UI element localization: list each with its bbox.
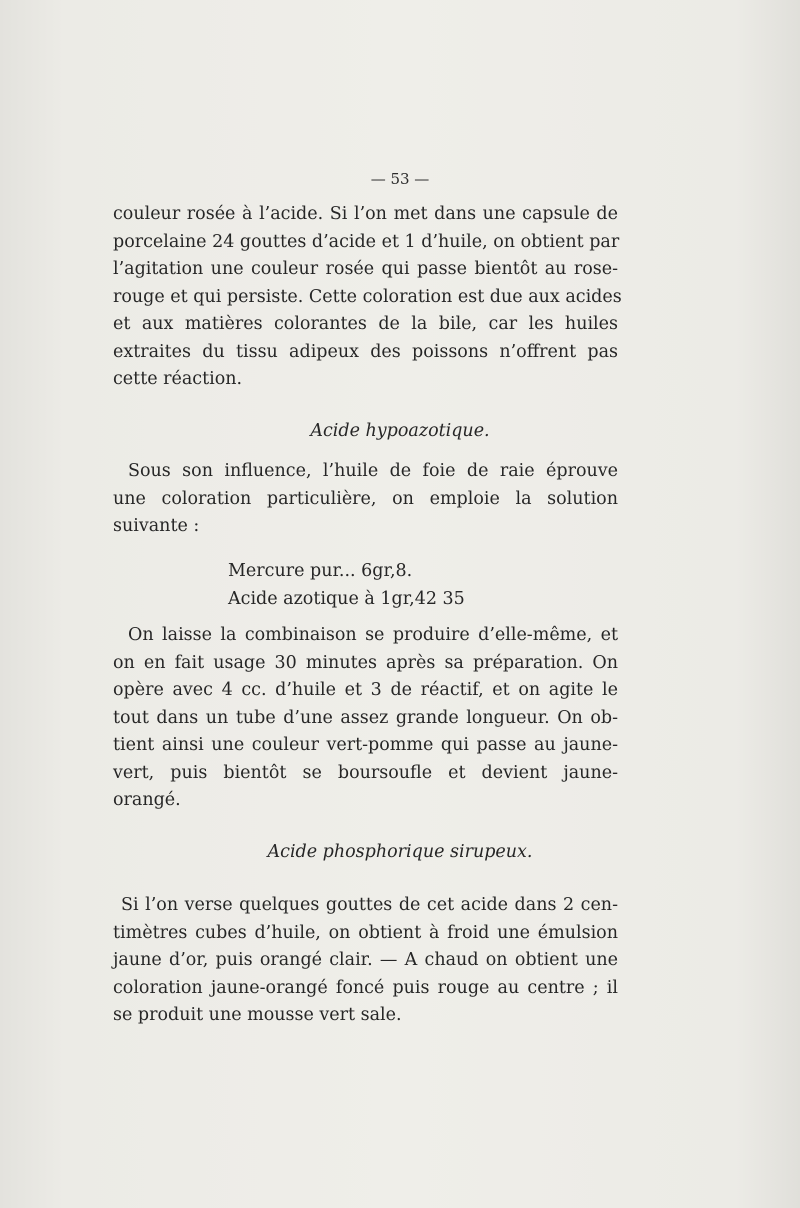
text-line: tient ainsi une couleur vert-pomme qui passe au jaune- [113,735,618,755]
paragraph-2 [113,458,618,541]
text-line: timètres cubes d’huile, on obtient à froid une émulsion [113,922,618,943]
formula-line: Mercure pur... 6gr,8. [228,561,413,581]
text-line: une coloration particulière, on emploie la solution [113,488,618,509]
text-line: coloration jaune-orangé foncé puis rouge au centre ; il [113,977,618,998]
text-line: jaune d’or, puis orangé clair. — A chaud on obtient une [113,950,618,970]
section-heading-phosphorique: Acide phosphorique sirupeux. [267,842,533,862]
text-line: vert, puis bientôt se boursoufle et devient jaune- [113,762,618,783]
text-line: porcelaine 24 gouttes d’acide et 1 d’huile, on obtient par [113,231,620,252]
text-line: se produit une mousse vert sale. [113,1005,402,1025]
text-line: On laisse la combinaison se produire d’elle-même, et [128,625,618,645]
reagent-formula [228,558,465,613]
text-line: Sous son influence, l’huile de foie de raie éprouve [128,461,618,481]
paragraph-1 [113,201,622,394]
text-line: tout dans un tube d’une assez grande longueur. On ob- [113,707,618,728]
text-line: cette réaction. [113,369,243,389]
text-line: opère avec 4 cc. d’huile et 3 de réactif, et on agite le [113,680,618,700]
paragraph-4 [113,892,618,1030]
text-line: couleur rosée à l’acide. Si l’on met dans une capsule de [113,204,618,224]
text-line: Si l’on verse quelques gouttes de cet acide dans 2 cen- [121,895,618,915]
text-line: et aux matières colorantes de la bile, car les huiles [113,314,618,334]
section-heading-hypoazotique: Acide hypoazotique. [310,421,490,441]
formula-line: Acide azotique à 1gr,42 35 [228,588,465,609]
text-line: extraites du tissu adipeux des poissons n’offrent pas [113,341,618,362]
text-line: rouge et qui persiste. Cette coloration est due aux acides [113,286,622,307]
text-line: on en fait usage 30 minutes après sa préparation. On [113,652,618,673]
text-line: suivante : [113,516,200,536]
text-line: orangé. [113,790,181,810]
text-line: l’agitation une couleur rosée qui passe bientôt au rose- [113,259,618,279]
page-number: — 53 — [370,170,430,188]
paragraph-3 [113,622,618,815]
